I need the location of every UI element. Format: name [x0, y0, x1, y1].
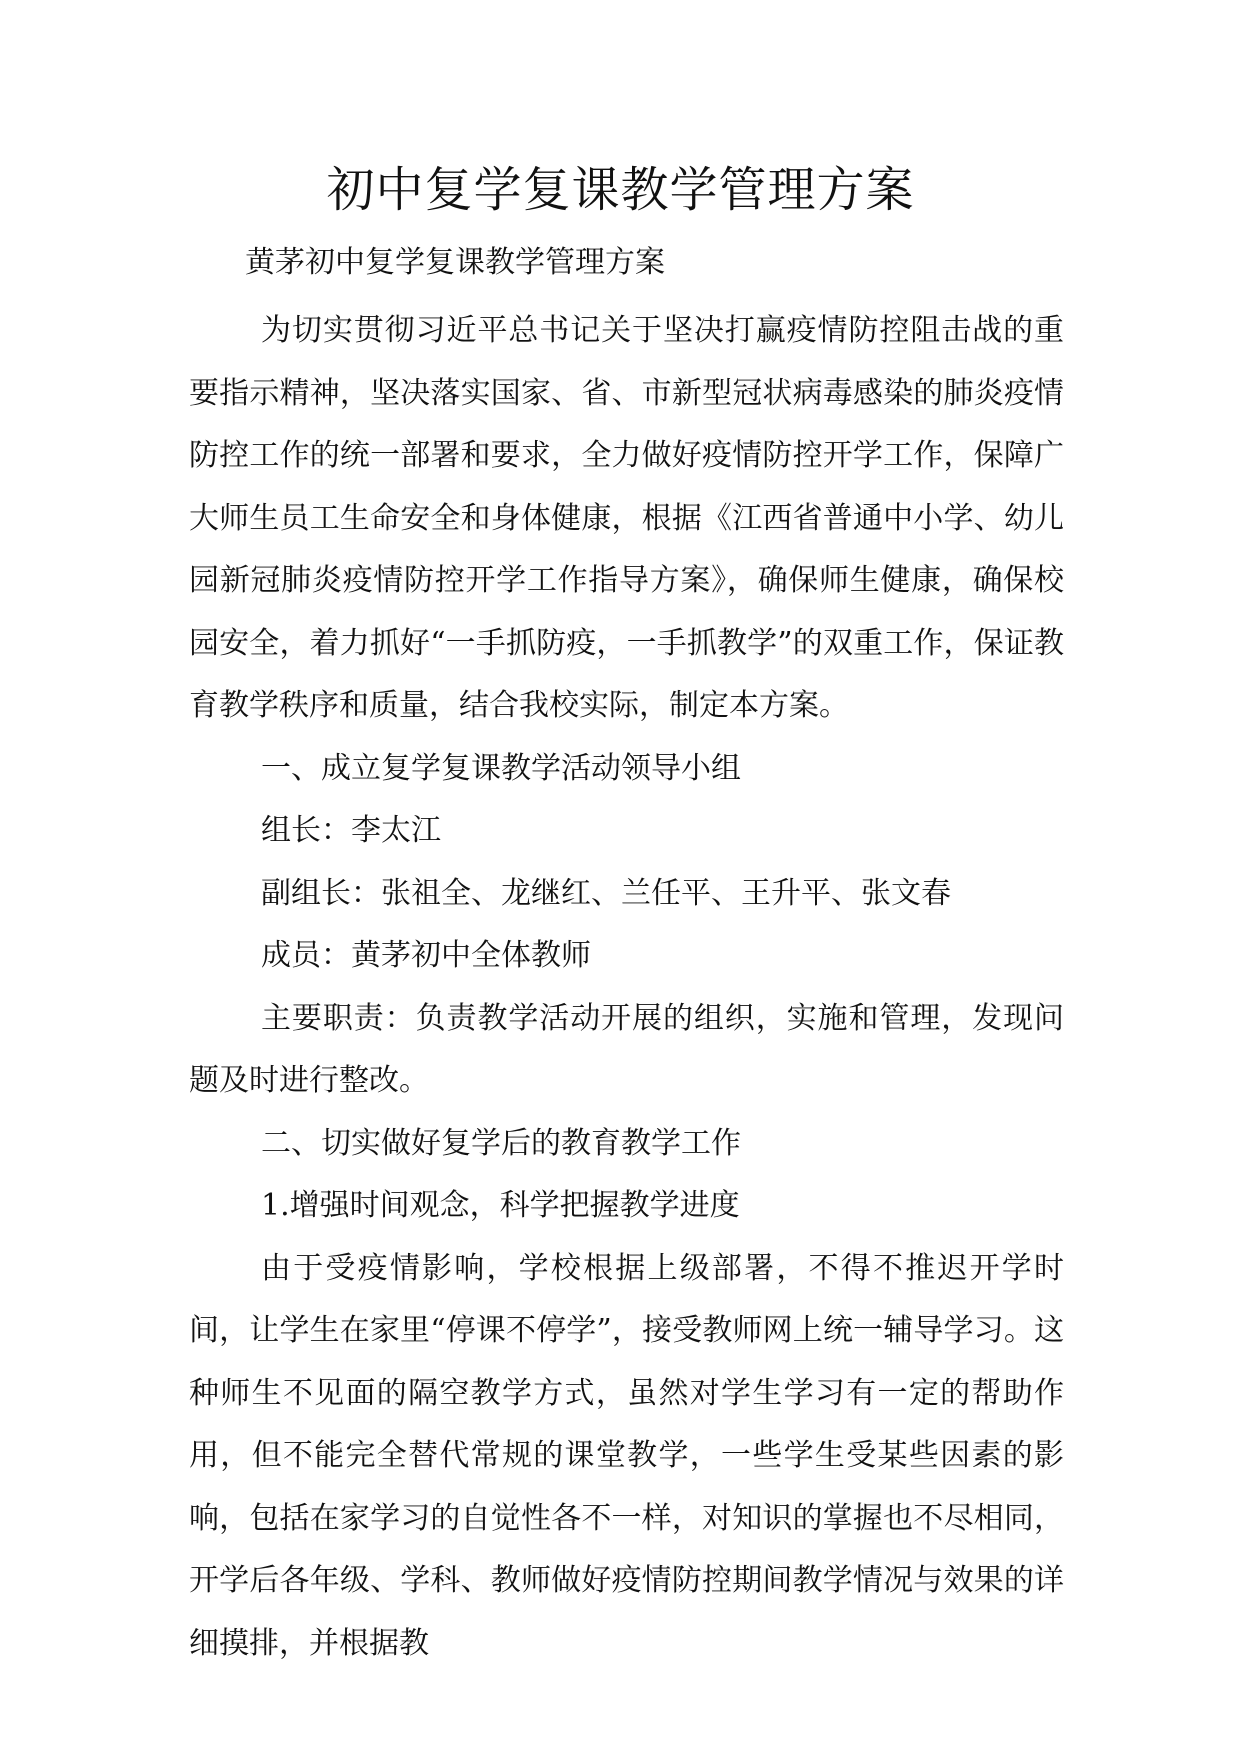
document-title: 初中复学复课教学管理方案: [326, 162, 915, 218]
section-heading-teaching-work: 二、切实做好复学后的教育教学工作: [261, 1125, 741, 1161]
document-subtitle: 黄茅初中复学复课教学管理方案: [245, 245, 665, 280]
document-body: [189, 300, 1064, 1675]
paragraph-epidemic-impact: 由于受疫情影响，学校根据上级部署，不得不推迟开学时间，让学生在家里“停课不停学”，接受教师网上统一辅导学习。这种师生不见面的隔空教学方式，虽然对学生学习有一定的帮助作用，但不能完全替代常规的课堂教学，一些学生受某些因素的影响，包括在家学习的自觉性各不一样，对知识的掌握也不尽相同，开学后各年级、学科、教师做好疫情防控期间教学情况与效果的详细摸排，并根据教: [189, 1250, 1064, 1661]
paragraph-group-leader: 组长：李太江: [261, 813, 441, 848]
paragraph-deputy-leaders: 副组长：张祖全、龙继红、兰任平、王升平、张文春: [261, 875, 951, 911]
paragraph-intro: 为切实贯彻习近平总书记关于坚决打赢疫情防控阻击战的重要指示精神，坚决落实国家、省、市新型冠状病毒感染的肺炎疫情防控工作的统一部署和要求，全力做好疫情防控开学工作，保障广大师生员工生命安全和身体健康，根据《江西省普通中小学、幼儿园新冠肺炎疫情防控开学工作指导方案》，确保师生健康，确保校园安全，着力抓好“一手抓防疫，一手抓教学”的双重工作，保证教育教学秩序和质量，结合我校实际，制定本方案。: [189, 313, 1064, 723]
paragraph-main-duties: 主要职责：负责教学活动开展的组织，实施和管理，发现问题及时进行整改。: [189, 1000, 1064, 1098]
subsection-heading-time-management: 1.增强时间观念，科学把握教学进度: [261, 1188, 740, 1223]
section-heading-leadership-group: 一、成立复学复课教学活动领导小组: [261, 750, 741, 786]
paragraph-members: 成员：黄茅初中全体教师: [261, 938, 591, 973]
